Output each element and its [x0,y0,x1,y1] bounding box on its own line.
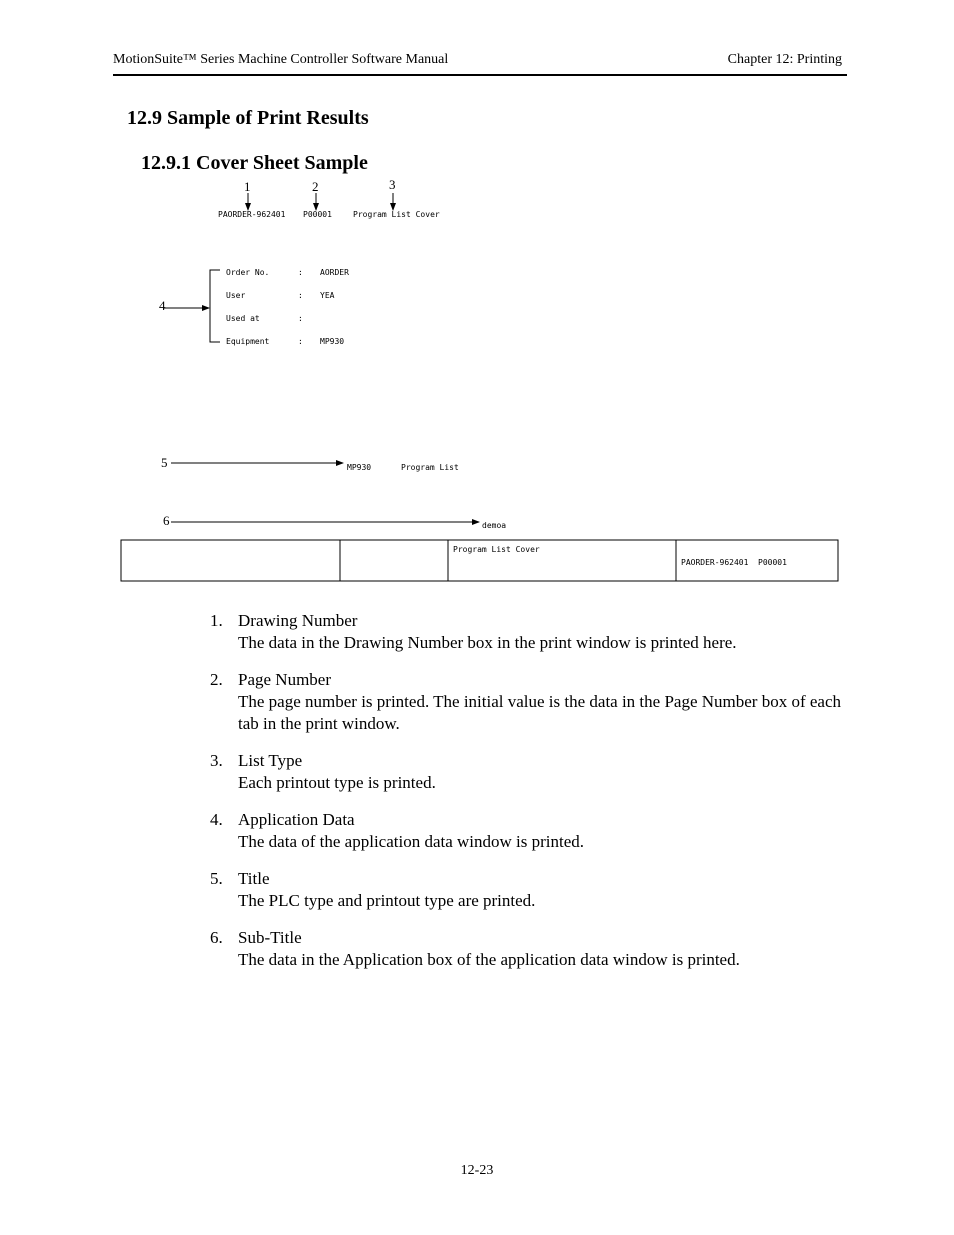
list-item [210,809,850,853]
title-block-list-type: Program List Cover [453,545,540,554]
callout-5: 5 [161,455,168,470]
list-item-title: Page Number [238,670,332,689]
printout-list-type: Program List Cover [353,210,440,219]
printout-title-plc: MP930 [347,463,372,472]
callout-6: 6 [163,513,170,528]
list-item-description: The page number is printed. The initial value is the data in the Page Number box of each tab in the print window. [238,692,842,733]
list-item [210,669,850,735]
list-item-number: 5. [210,869,223,888]
app-data-value: MP930 [320,337,345,346]
app-data-sep: : [298,291,303,300]
app-data-sep: : [298,314,303,323]
app-data-label: Order No. [226,268,270,277]
list-item-number: 6. [210,928,223,947]
app-data-value: YEA [320,291,335,300]
callout-2: 2 [312,179,319,194]
list-item-description: The data in the Application box of the application data window is printed. [238,950,740,969]
callout-1: 1 [244,179,251,194]
app-data-sep: : [298,268,303,277]
list-item-title: Title [238,869,270,888]
app-data-label: User [226,291,246,300]
list-item [210,868,850,912]
list-item-number: 3. [210,751,223,770]
list-item-title: List Type [238,751,303,770]
app-data-bracket [210,270,220,342]
title-block-drawing-number: PAORDER-962401 [681,558,749,567]
list-item [210,750,850,794]
subsection-heading: 12.9.1 Cover Sheet Sample [141,152,368,174]
app-data-value: AORDER [320,268,349,277]
printout-title-type: Program List [401,463,459,472]
running-header-chapter: Chapter 12: Printing [727,52,842,67]
printout-drawing-number: PAORDER-962401 [218,210,286,219]
list-item-title: Sub-Title [238,928,302,947]
app-data-label: Equipment [226,337,270,346]
list-item-number: 1. [210,611,223,630]
list-item-number: 4. [210,810,223,829]
list-item-description: The data of the application data window is printed. [238,832,585,851]
callout-4: 4 [159,298,166,313]
list-item-title: Drawing Number [238,611,358,630]
list-item-description: The data in the Drawing Number box in the print window is printed here. [238,633,737,652]
printout-page-number: P00001 [303,210,332,219]
list-item-title: Application Data [238,810,355,829]
callout-3: 3 [389,177,396,192]
list-item-number: 2. [210,670,223,689]
printout-subtitle: demoa [482,521,507,530]
list-item-description: Each printout type is printed. [238,773,436,792]
page-number: 12-23 [460,1163,494,1178]
list-item-description: The PLC type and printout type are printed. [238,891,536,910]
title-block-page-number: P00001 [758,558,787,567]
callout-description-list [210,610,850,986]
list-item [210,927,850,971]
app-data-label: Used at [226,314,260,323]
app-data-sep: : [298,337,303,346]
section-heading: 12.9 Sample of Print Results [127,107,369,129]
list-item [210,610,850,654]
running-header-title: MotionSuite™ Series Machine Controller Software Manual [113,52,449,67]
